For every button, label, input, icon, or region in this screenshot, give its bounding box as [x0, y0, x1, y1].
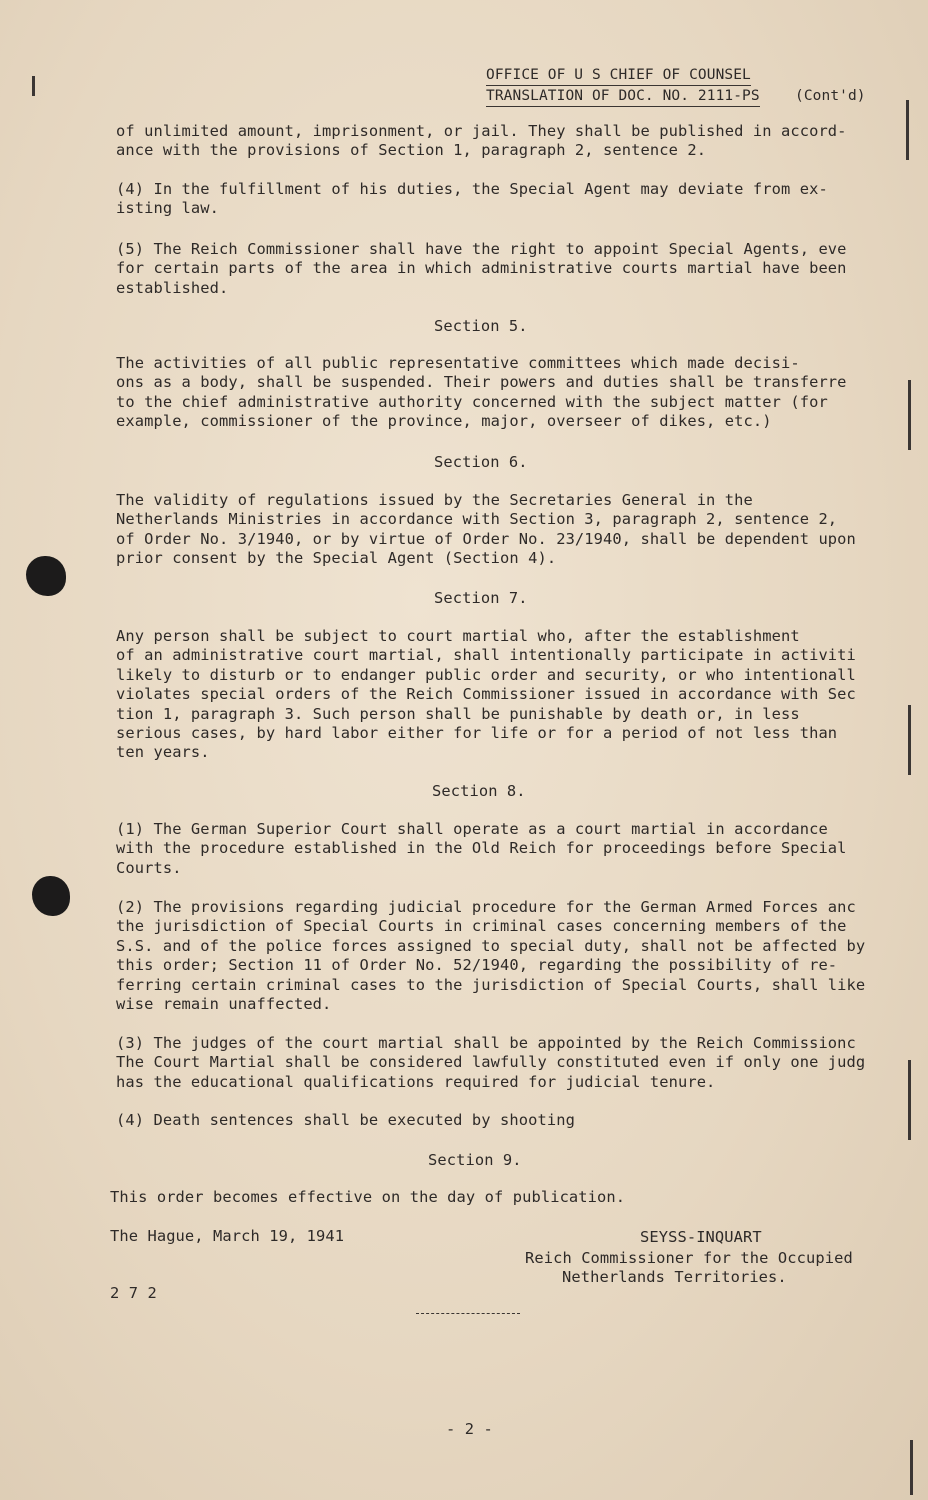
paragraph-8-2: (2) The provisions regarding judicial procedure for the German Armed Forces anc the jurisdiction of Special Courts in criminal cases concerning members of the S.S. and of the police forces assigned to special duty, shall not be affected by this order; Section 11 of Order No. 52/1940, regarding the possibility of re- ferring certain criminal cases to the jurisdiction of Special Courts, shall like wise remain unaffected.	[116, 898, 866, 1014]
page-number: - 2 -	[446, 1420, 493, 1438]
section-7-heading: Section 7.	[434, 589, 528, 607]
punch-hole-bottom	[32, 876, 70, 916]
header-office: OFFICE OF U S CHIEF OF COUNSEL	[486, 66, 751, 86]
margin-mark	[32, 76, 35, 96]
section-9-heading: Section 9.	[428, 1151, 522, 1169]
edge-mark	[906, 100, 909, 160]
header-contd: (Cont'd)	[795, 88, 866, 104]
section-6-heading: Section 6.	[434, 453, 528, 471]
signatory-name: SEYSS-INQUART	[640, 1228, 762, 1246]
edge-mark	[908, 380, 911, 450]
paragraph-8-4: (4) Death sentences shall be executed by shooting	[116, 1111, 575, 1129]
paragraph-section-6: The validity of regulations issued by the Secretaries General in the Netherlands Ministries in accordance with Section 3, paragraph 2, sentence 2, of Order No. 3/1940, or by virtue of Order No. 23/1940, shall be dependent upon prior consent by the Special Agent (Section 4).	[116, 491, 856, 568]
section-5-heading: Section 5.	[434, 317, 528, 335]
paragraph-4-5: (5) The Reich Commissioner shall have the right to appoint Special Agents, eve for certain parts of the area in which administrative courts martial have been established.	[116, 240, 847, 297]
section-8-heading: Section 8.	[432, 782, 526, 800]
paragraph-section-5: The activities of all public representative committees which made decisi- ons as a body, shall be suspended. Their powers and duties shall be transferre to the chief administrative authority concerned with the subject matter (for example, commissioner of the province, major, overseer of dikes, etc.)	[116, 354, 847, 431]
edge-mark	[908, 705, 911, 775]
end-divider	[416, 1313, 520, 1314]
paragraph-intro: of unlimited amount, imprisonment, or jail. They shall be published in accord- ance with the provisions of Section 1, paragraph 2, sentence 2.	[116, 122, 847, 160]
paragraph-section-9: This order becomes effective on the day of publication.	[110, 1188, 626, 1206]
place-date: The Hague, March 19, 1941	[110, 1227, 345, 1245]
punch-hole-top	[26, 556, 66, 596]
header-translation: TRANSLATION OF DOC. NO. 2111-PS	[486, 87, 760, 107]
signatory-title-1: Reich Commissioner for the Occupied	[525, 1249, 853, 1267]
paragraph-section-7: Any person shall be subject to court martial who, after the establishment of an administrative court martial, shall intentionally participate in activiti likely to disturb or to endanger public order and security, or who intentionall violates special orders of the Reich Commissioner issued in accordance with Sec tion 1, paragraph 3. Such person shall be punishable by death or, in less serious cases, by hard labor either for life or for a period of not less than ten years.	[116, 627, 856, 762]
paragraph-4-4: (4) In the fulfillment of his duties, the Special Agent may deviate from ex- isting law.	[116, 180, 828, 218]
signatory-title-2: Netherlands Territories.	[562, 1268, 787, 1286]
paragraph-8-3: (3) The judges of the court martial shall be appointed by the Reich Commissionc The Court Martial shall be considered lawfully constituted even if only one judg has the educational qualifications required for judicial tenure.	[116, 1034, 866, 1091]
edge-mark	[910, 1440, 913, 1495]
paragraph-8-1: (1) The German Superior Court shall operate as a court martial in accordance with the procedure established in the Old Reich for proceedings before Special Courts.	[116, 820, 847, 877]
document-number: 2 7 2	[110, 1284, 157, 1302]
edge-mark	[908, 1060, 911, 1140]
